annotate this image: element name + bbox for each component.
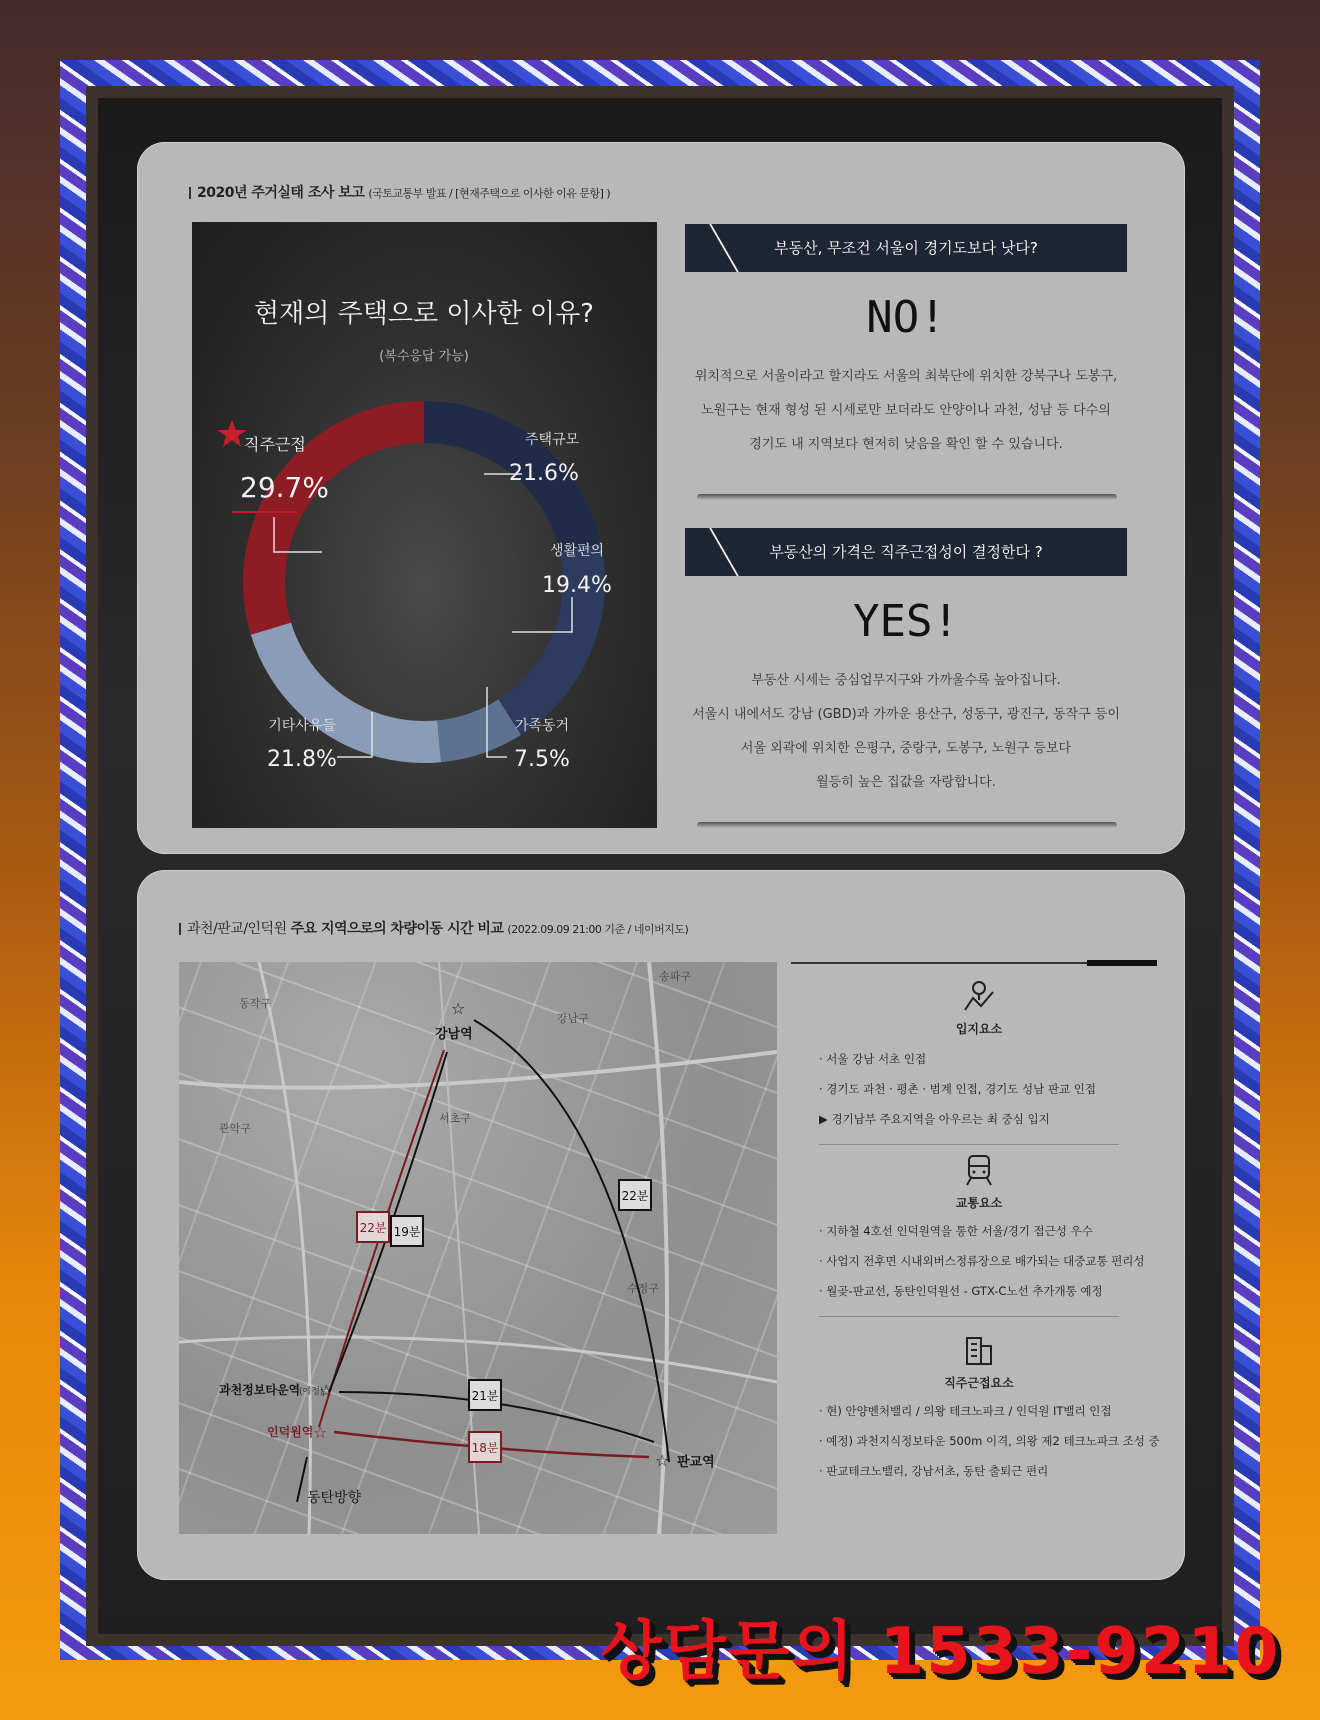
card1-line: 위치적으로 서울이라고 할지라도 서울의 최북단에 위치한 강북구나 도봉구, (694, 369, 1118, 384)
pangyo-star-icon: ☆ (655, 1451, 670, 1470)
segment-value-0: 29.7% (240, 471, 329, 504)
gangnam-star-icon: ☆ (451, 999, 466, 1018)
station-gangnam: 강남역 (435, 1027, 473, 1042)
info-transport-list (819, 1216, 1159, 1306)
segment-value-1: 21.6% (509, 461, 579, 486)
info-top-rule (791, 962, 1157, 964)
travel-panel (137, 870, 1185, 1580)
segment-label-1: 주택규모 (524, 432, 580, 448)
info-item: · 서울 강남 서초 인접 (819, 1052, 927, 1066)
segment-value-4: 21.8% (267, 747, 337, 772)
info-work-list (819, 1396, 1159, 1486)
travel-title: 주요 지역으로의 차량이동 시간 비교 (290, 921, 504, 937)
card1-line: 노원구는 현재 형성 된 시세로만 보더라도 안양이나 과천, 성남 등 다수의 (701, 403, 1111, 418)
title-bar (189, 187, 191, 199)
card2-body (685, 664, 1127, 800)
donut-chart (192, 222, 657, 828)
card1-header-text: 부동산, 무조건 서울이 경기도보다 낫다? (774, 239, 1038, 257)
info-work-head: 직주근접요소 (944, 1376, 1014, 1390)
card2-line: 서울 외곽에 위치한 은평구, 중랑구, 도봉구, 노원구 등보다 (740, 741, 1072, 756)
star-icon (217, 420, 247, 447)
segment-label-0: 직주근접 (244, 435, 306, 454)
map-pin-icon (961, 978, 997, 1014)
header-slash (683, 224, 739, 272)
info-separator (819, 1316, 1119, 1317)
district-label: 송파구 (659, 970, 691, 983)
info-item: ▶ 경기남부 주요지역을 아우르는 최 중심 입지 (819, 1112, 1050, 1126)
station-indeogwon: 인덕원역 (267, 1425, 314, 1439)
card1-body (685, 360, 1127, 462)
card1-shadow (697, 494, 1117, 500)
donut-chart-box (192, 222, 657, 828)
survey-subtitle: (국토교통부 발표 / [현재주택으로 이사한 이유 문항] ) (368, 187, 611, 200)
segment-label-3: 가족동거 (514, 718, 570, 734)
travel-map-svg (179, 962, 777, 1534)
segment-label-2: 생활편의 (549, 543, 605, 559)
district-label: 서초구 (439, 1112, 471, 1125)
donut-question: 현재의 주택으로 이사한 이유? (254, 299, 594, 329)
header-slash (683, 528, 739, 576)
time-label: 22분 (359, 1221, 387, 1235)
info-item: · 예정) 과천지식정보타운 500m 이격, 의왕 제2 테크노파크 조성 중 (819, 1434, 1160, 1448)
district-label: 수정구 (627, 1282, 659, 1295)
info-item: · 경기도 과천 · 평촌 · 범계 인접, 경기도 성남 판교 인접 (819, 1082, 1097, 1096)
card2-header-text: 부동산의 가격은 직주근접성이 결정한다 ? (769, 543, 1043, 561)
title-bar (179, 923, 181, 935)
donut-segment-3 (439, 717, 510, 741)
info-item: · 판교테크노밸리, 강남서초, 동탄 출퇴근 편리 (819, 1464, 1049, 1478)
travel-section-title (179, 918, 688, 938)
card2-shadow (697, 822, 1117, 828)
card2-line: 서울시 내에서도 강남 (GBD)과 가까운 용산구, 성동구, 광진구, 동작구 등이 (692, 707, 1120, 722)
route-dongtan (297, 1457, 307, 1502)
card1-answer: NO! (866, 292, 946, 343)
info-item: · 월곶-판교선, 동탄인덕원선 - GTX-C노선 추가개통 예정 (819, 1284, 1103, 1298)
travel-subtitle: (2022.09.09 21:00 기준 / 네이버지도) (507, 923, 689, 936)
card2-line: 부동산 시세는 중심업무지구와 가까울수록 높아집니다. (751, 673, 1061, 688)
contact-banner[interactable]: 상담문의 1533-9210 (600, 1615, 1281, 1689)
survey-section-title (189, 182, 610, 202)
station-pangyo: 판교역 (677, 1455, 715, 1470)
travel-map (179, 962, 777, 1534)
segment-value-2: 19.4% (542, 573, 612, 598)
district-label: 강남구 (557, 1012, 589, 1025)
district-label: 관악구 (219, 1122, 251, 1135)
time-label: 18분 (471, 1441, 499, 1455)
station-gwacheon-note: (예정) (299, 1387, 324, 1397)
travel-title-pre: 과천/판교/인덕원 (187, 921, 291, 937)
info-location-head: 입지요소 (955, 1022, 1003, 1036)
info-item: · 사업지 전후면 시내외버스정류장으로 배가되는 대중교통 편리성 (819, 1254, 1145, 1268)
time-label: 19분 (393, 1225, 421, 1239)
donut-note: (복수응답 가능) (379, 349, 469, 364)
card1-line: 경기도 내 지역보다 현저히 낮음을 확인 할 수 있습니다. (749, 437, 1063, 452)
train-icon (961, 1152, 997, 1188)
info-location-list (819, 1044, 1159, 1134)
info-item: · 지하철 4호선 인덕원역을 통한 서울/경기 접근성 우수 (819, 1224, 1093, 1238)
survey-title: 2020년 주거실태 조사 보고 (197, 185, 365, 201)
info-separator (819, 1144, 1119, 1145)
survey-panel (137, 142, 1185, 854)
route-gangnam-pangyo (471, 1020, 669, 1462)
card2-header (685, 528, 1127, 576)
info-item: · 현) 안양벤처밸리 / 의왕 테크노파크 / 인덕원 IT밸리 인접 (819, 1404, 1112, 1418)
gwacheon-star-icon: ☆ (319, 1381, 334, 1400)
info-transport-head: 교통요소 (955, 1196, 1003, 1210)
time-label: 21분 (471, 1389, 499, 1403)
district-label: 동작구 (239, 997, 271, 1010)
card2-line: 월등히 높은 집값을 자랑합니다. (816, 775, 996, 790)
time-label: 22분 (621, 1189, 649, 1203)
building-icon (961, 1332, 997, 1368)
dongtan-label: 동탄방향 (307, 1490, 362, 1506)
indeogwon-star-icon: ☆ (313, 1423, 328, 1442)
station-gwacheon: 과천정보타운역 (219, 1383, 301, 1397)
segment-label-4: 기타사유들 (268, 718, 336, 734)
card2-answer: YES! (853, 596, 959, 647)
segment-value-3: 7.5% (514, 747, 570, 772)
card1-header (685, 224, 1127, 272)
